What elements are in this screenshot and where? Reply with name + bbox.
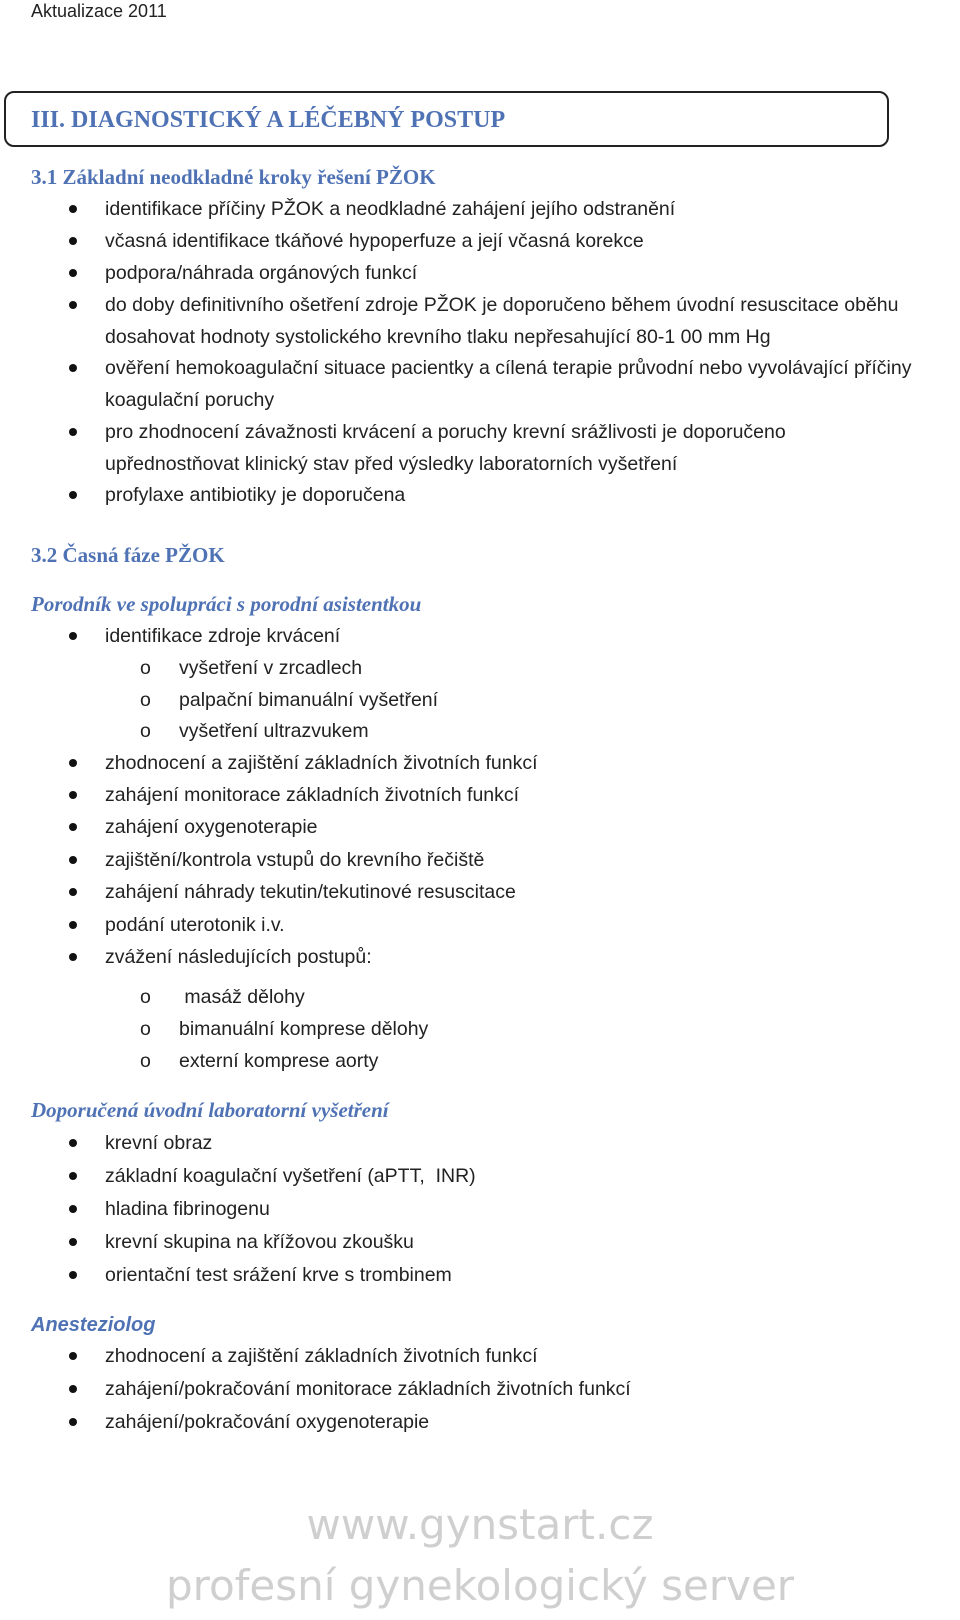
bullet-icon — [69, 888, 77, 896]
list-item-continuation: koagulační poruchy — [105, 389, 275, 411]
bullet-icon — [69, 921, 77, 929]
list-item: zahájení oxygenoterapie — [105, 816, 318, 838]
section-heading-3-2: 3.2 Časná fáze PŽOK — [31, 543, 225, 567]
bullet-icon — [69, 301, 77, 309]
bullet-icon — [69, 205, 77, 213]
sub-bullet-icon: o — [140, 657, 151, 679]
bullet-icon — [69, 1172, 77, 1180]
list-item: zahájení náhrady tekutin/tekutinové resuscitace — [105, 881, 516, 903]
list-item: zhodnocení a zajištění základních životních funkcí — [105, 1345, 538, 1367]
bullet-icon — [69, 856, 77, 864]
bullet-icon — [69, 237, 77, 245]
list-item: do doby definitivního ošetření zdroje PŽOK je doporučeno během úvodní resuscitace oběhu — [105, 294, 899, 316]
list-item: pro zhodnocení závažnosti krvácení a poruchy krevní srážlivosti je doporučeno — [105, 421, 786, 443]
sub-list-item: palpační bimanuální vyšetření — [179, 689, 439, 711]
list-item: zvážení následujících postupů: — [105, 946, 372, 968]
bullet-icon — [69, 269, 77, 277]
bullet-icon — [69, 1385, 77, 1393]
bullet-icon — [69, 1418, 77, 1426]
list-item: podpora/náhrada orgánových funkcí — [105, 262, 418, 284]
sub-list-item: externí komprese aorty — [179, 1050, 379, 1072]
list-item-continuation: dosahovat hodnoty systolického krevního tlaku nepřesahující 80-1 00 mm Hg — [105, 326, 771, 348]
page-header: Aktualizace 2011 — [31, 1, 167, 21]
section-heading-3-1: 3.1 Základní neodkladné kroky řešení PŽOK — [31, 165, 436, 189]
list-item: zahájení/pokračování oxygenoterapie — [105, 1411, 430, 1433]
bullet-icon — [69, 1238, 77, 1246]
sub-list-item: vyšetření v zrcadlech — [179, 657, 363, 679]
list-item: zajištění/kontrola vstupů do krevního řečiště — [105, 849, 485, 871]
list-item: zahájení monitorace základních životních funkcí — [105, 784, 520, 806]
list-item: krevní skupina na křížovou zkoušku — [105, 1231, 414, 1253]
list-item: profylaxe antibiotiky je doporučena — [105, 484, 406, 506]
list-item: podání uterotonik i.v. — [105, 914, 285, 936]
list-item: identifikace příčiny PŽOK a neodkladné zahájení jejího odstranění — [105, 198, 676, 220]
bullet-icon — [69, 1271, 77, 1279]
sub-bullet-icon: o — [140, 1018, 151, 1040]
sub-bullet-icon: o — [140, 1050, 151, 1072]
bullet-icon — [69, 759, 77, 767]
bullet-icon — [69, 823, 77, 831]
list-item: včasná identifikace tkáňové hypoperfuze a její včasná korekce — [105, 230, 644, 252]
list-item: základní koagulační vyšetření (aPTT, INR) — [105, 1165, 476, 1187]
bullet-icon — [69, 364, 77, 372]
bullet-icon — [69, 1352, 77, 1360]
list-item: identifikace zdroje krvácení — [105, 625, 341, 647]
list-item: krevní obraz — [105, 1132, 213, 1154]
subheading-laboratorni: Doporučená úvodní laboratorní vyšetření — [31, 1098, 389, 1122]
sub-list-item: vyšetření ultrazvukem — [179, 720, 369, 742]
bullet-icon — [69, 491, 77, 499]
watermark-url: www.gynstart.cz — [306, 1500, 654, 1549]
bullet-icon — [69, 791, 77, 799]
bullet-icon — [69, 953, 77, 961]
watermark-tagline: profesní gynekologický server — [165, 1561, 795, 1610]
bullet-icon — [69, 428, 77, 436]
list-item-continuation: upřednostňovat klinický stav před výsledky laboratorních vyšetření — [105, 453, 678, 475]
list-item: ověření hemokoagulační situace pacientky a cílená terapie průvodní nebo vyvolávající příčiny — [105, 357, 912, 379]
list-item: orientační test srážení krve s trombinem — [105, 1264, 452, 1286]
sub-bullet-icon: o — [140, 689, 151, 711]
sub-list-item: bimanuální komprese dělohy — [179, 1018, 429, 1040]
list-item: hladina fibrinogenu — [105, 1198, 270, 1220]
subheading-anesteziolog: Anesteziolog — [31, 1314, 156, 1336]
page-title: III. DIAGNOSTICKÝ A LÉČEBNÝ POSTUP — [31, 107, 506, 133]
list-item: zhodnocení a zajištění základních životních funkcí — [105, 752, 538, 774]
bullet-icon — [69, 1139, 77, 1147]
subheading-porodnik: Porodník ve spolupráci s porodní asistentkou — [31, 592, 422, 616]
bullet-icon — [69, 632, 77, 640]
sub-list-item: masáž dělohy — [179, 986, 305, 1008]
sub-bullet-icon: o — [140, 720, 151, 742]
sub-bullet-icon: o — [140, 986, 151, 1008]
bullet-icon — [69, 1205, 77, 1213]
list-item: zahájení/pokračování monitorace základních životních funkcí — [105, 1378, 631, 1400]
